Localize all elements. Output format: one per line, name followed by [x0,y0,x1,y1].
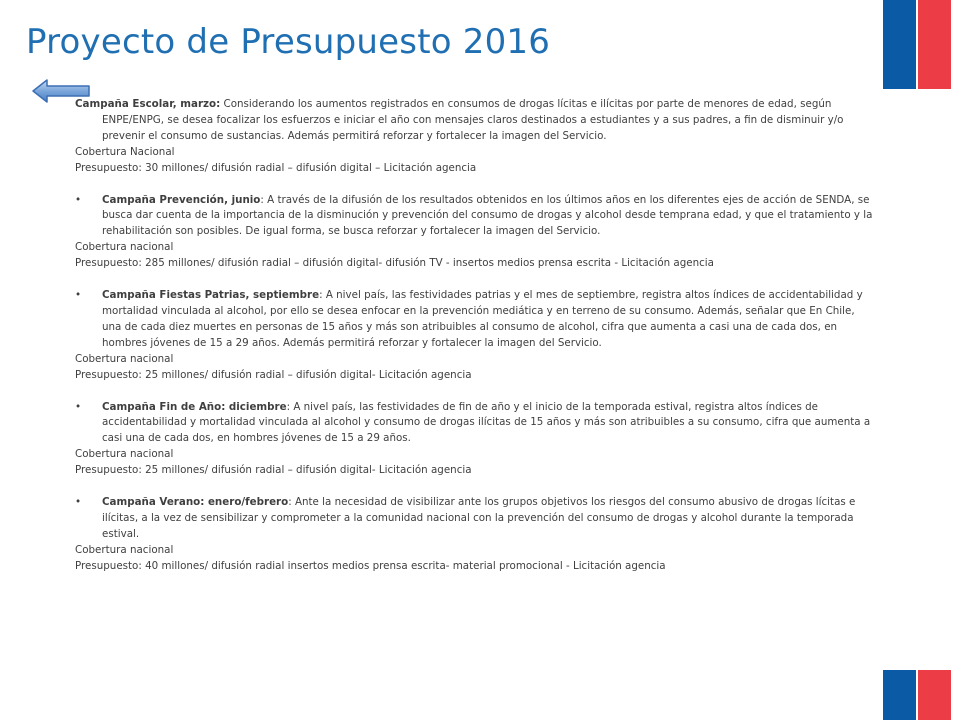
campaign-name: Campaña Fin de Año: diciembre [102,400,287,413]
campaign-description: : Ante la necesidad de visibilizar ante los grupos objetivos los riesgos del consumo abusivo de drogas lícitas e ilícitas, a la vez de sensibilizar y comprometer a la comunidad nacional con la prevención del consumo de drogas y alcohol durante la temporada estival. [102,496,856,540]
campaign-description: ENPE/ENPG, se desea focalizar los esfuerzos e iniciar el año con mensajes claros destinados a estudiantes y a sus padres, a fin de disminuir y/o prevenir el consumo de sustancias. Además permitirá reforzar y fortalecer la imagen del Servicio. [102,113,844,142]
campaign-item [75,97,875,177]
campaign-item [75,193,875,241]
campaign-coverage: Cobertura nacional [75,448,174,461]
campaign-description: : A través de la difusión de los resultados obtenidos en los últimos años en los diferentes ejes de acción de SENDA, se busca dar cuenta de la importancia de la disminución y prevención del consumo de drogas y alcohol desde temprana edad, y que el tratamiento y la rehabilitación son posibles. De igual forma, se busca reforzar y fortalecer la imagen del Servicio. [102,193,873,238]
campaign-coverage: Cobertura nacional [75,543,174,556]
campaign-coverage: Cobertura nacional [75,352,174,365]
slide-title: Proyecto de Presupuesto 2016 [26,22,551,62]
campaign-coverage: Cobertura Nacional [75,145,175,158]
campaign-item [75,400,875,448]
campaign-name: Campaña Fiestas Patrias, septiembre [102,289,320,302]
campaign-name: Campaña Escolar, marzo: [75,98,221,110]
campaign-budget: Presupuesto: 25 millones/ difusión radial – difusión digital- Licitación agencia [75,464,472,477]
campaign-item [75,288,875,352]
campaign-name: Campaña Prevención, junio [102,193,261,206]
flag-decoration-top [883,0,951,89]
campaign-budget: Presupuesto: 25 millones/ difusión radial – difusión digital- Licitación agencia [75,368,472,381]
campaign-budget: Presupuesto: 40 millones/ difusión radial insertos medios prensa escrita- material promocional - Licitación agencia [75,559,666,572]
campaign-budget: Presupuesto: 30 millones/ difusión radial – difusión digital – Licitación agencia [75,161,477,174]
campaign-coverage: Cobertura nacional [75,241,174,254]
campaign-item [75,495,875,543]
campaign-budget: Presupuesto: 285 millones/ difusión radial – difusión digital- difusión TV - insertos medios prensa escrita - Licitación agencia [75,257,714,270]
campaign-name: Campaña Verano: enero/febrero [102,496,289,509]
bullet-icon: • [75,496,82,509]
bullet-icon: • [75,400,82,413]
campaign-description: : A nivel país, las festividades de fin de año y el inicio de la temporada estival, registra altos índices de accidentabilidad y mortalidad vinculada al alcohol y consumo de drogas ilícitas de 15 años y más son atribuibles a su consumo, cifra que aumenta a casi una de cada dos, en hombres jóvenes de 15 a 29 años. [102,400,871,445]
campaign-description: : A nivel país, las festividades patrias y el mes de septiembre, registra altos índices de accidentabilidad y mortalidad vinculada al alcohol, por ello se desea enfocar en la prevención mediática y en terreno de su consumo. Además, señalar que En Chile, una de cada diez muertes en personas de 15 años y más son atribuibles al consumo de alcohol, cifra que aumenta a casi una de cada dos, en hombres jóvenes de 15 a 29 años. Además permitirá reforzar y fortalecer la imagen del Servicio. [102,289,863,349]
bullet-icon: • [75,289,82,302]
bullet-icon: • [75,193,82,206]
flag-decoration-bottom [883,670,951,720]
campaign-list [75,97,875,575]
campaign-description-lead: Considerando los aumentos registrados en consumos de drogas lícitas e ilícitas por parte de menores de edad, según [220,98,832,110]
